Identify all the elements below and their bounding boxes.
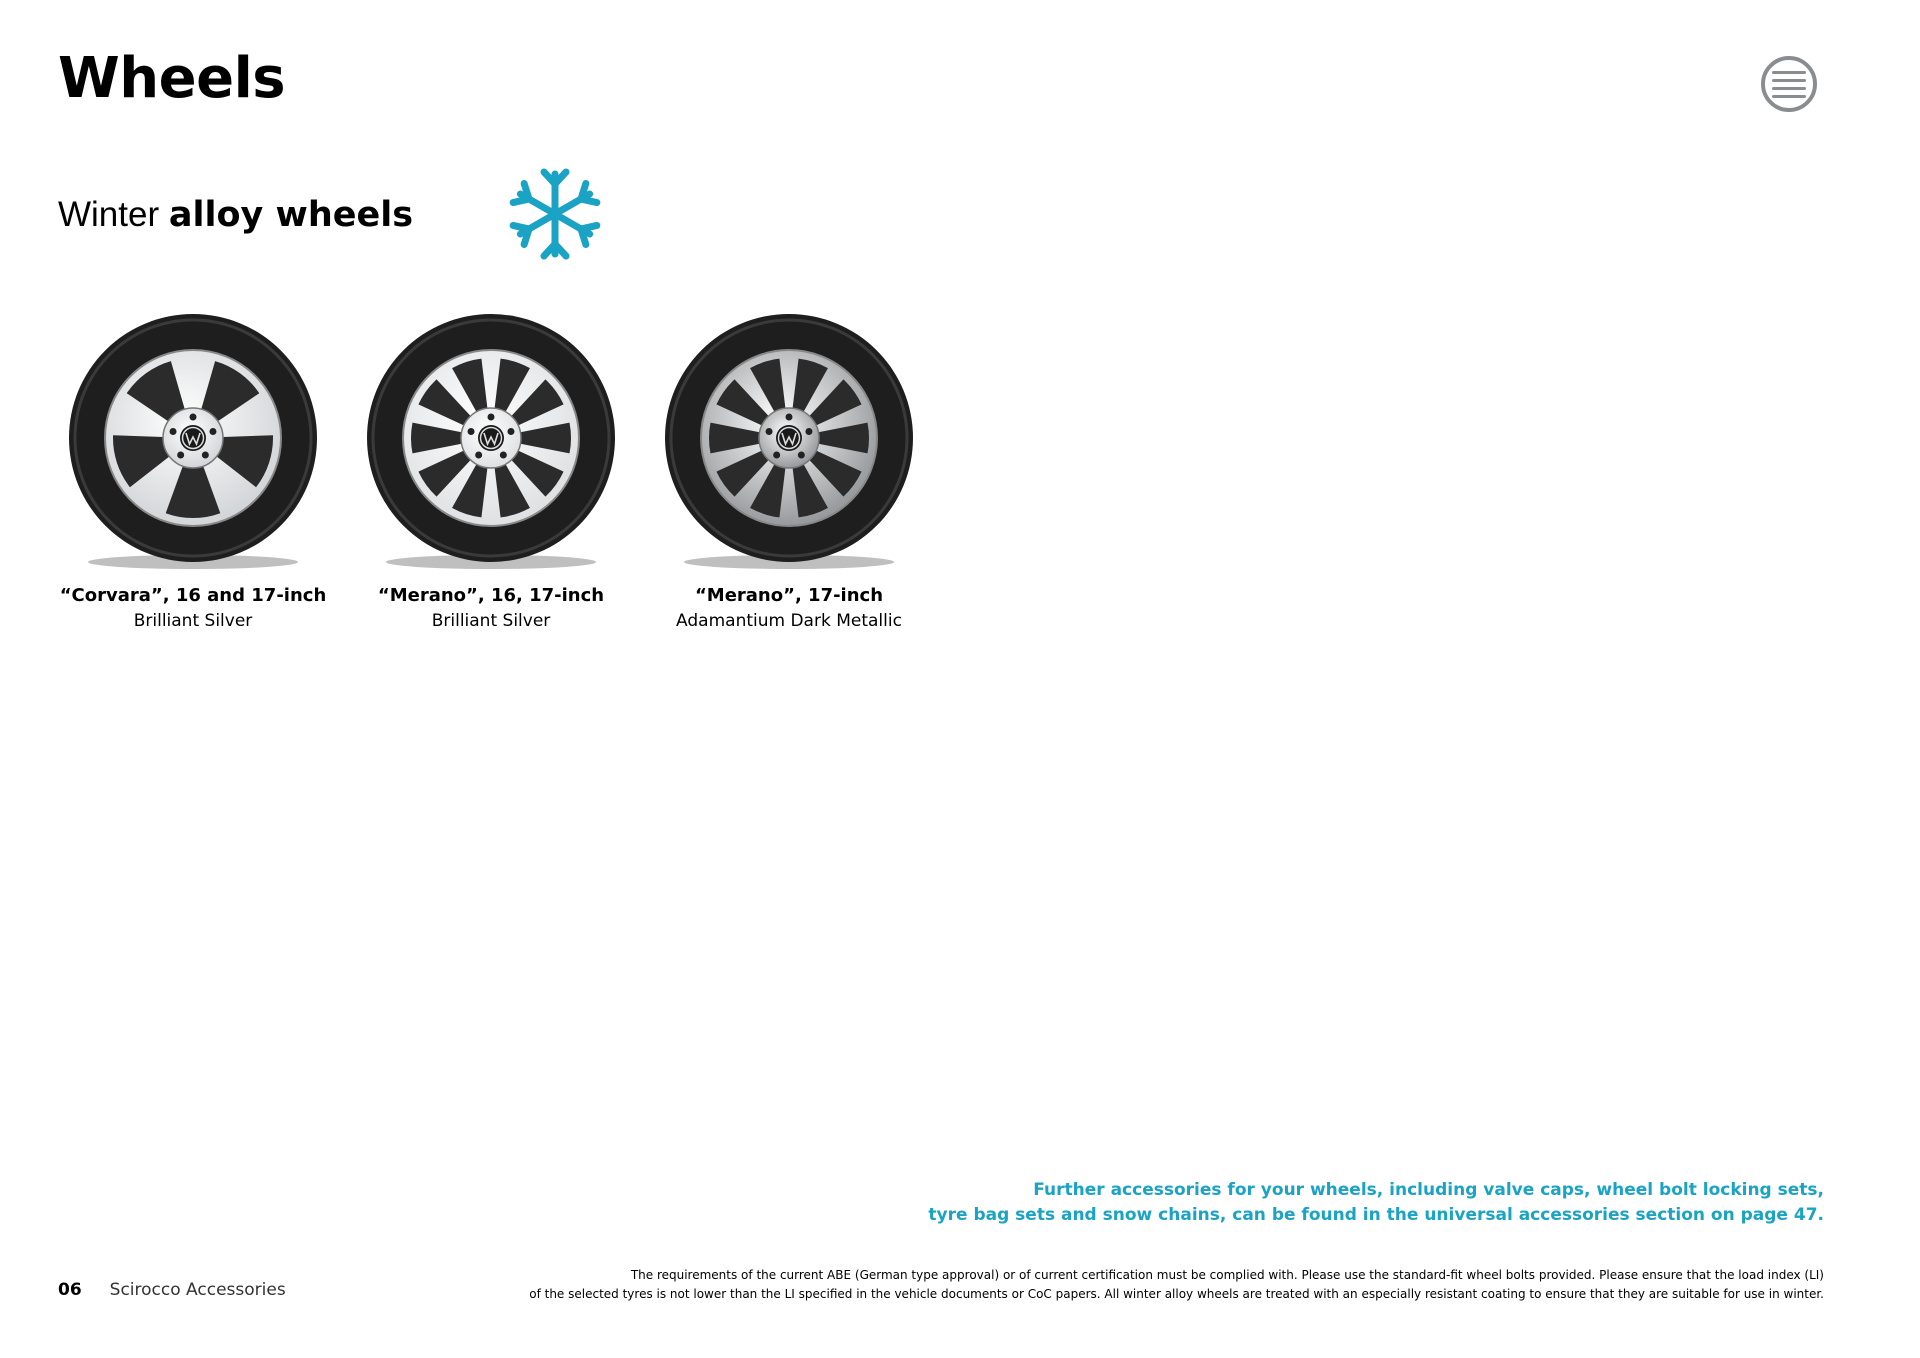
snowflake-icon xyxy=(503,168,607,260)
publication-name: Scirocco Accessories xyxy=(109,1280,286,1300)
wheel-image xyxy=(63,306,323,570)
section-title-bold: alloy wheels xyxy=(168,195,414,235)
page-number: 06 xyxy=(58,1280,82,1300)
further-accessories-note[interactable] xyxy=(924,1178,1824,1228)
disclaimer-line: The requirements of the current ABE (German type approval) or of current certification must be complied with. Please use the standard-fit wheel bolts provided. Please ensure that the load index (LI) xyxy=(630,1268,1824,1282)
wheel-name: “Corvara”, 16 and 17-inch xyxy=(59,585,327,606)
legal-disclaimer xyxy=(424,1266,1824,1304)
menu-icon-bar xyxy=(1772,95,1806,98)
footer xyxy=(58,1280,286,1300)
wheel-color: Brilliant Silver xyxy=(133,611,253,631)
further-note-line: tyre bag sets and snow chains, can be found in the universal accessories section on page 47. xyxy=(928,1205,1824,1225)
menu-icon-bar xyxy=(1772,87,1806,90)
wheel-gallery xyxy=(58,306,938,636)
wheel-color: Brilliant Silver xyxy=(431,611,551,631)
wheel-card-corvara[interactable] xyxy=(58,306,328,635)
wheel-color: Adamantium Dark Metallic xyxy=(676,611,902,631)
menu-icon-bar xyxy=(1772,71,1806,74)
section-title xyxy=(58,194,413,236)
wheel-name: “Merano”, 16, 17-inch xyxy=(377,585,605,606)
wheel-image xyxy=(361,306,621,570)
wheel-name: “Merano”, 17-inch xyxy=(694,585,884,606)
wheel-card-merano-dark[interactable] xyxy=(654,306,924,635)
further-note-line: Further accessories for your wheels, including valve caps, wheel bolt locking sets, xyxy=(1033,1180,1824,1200)
page-title: Wheels xyxy=(58,46,286,111)
wheel-image xyxy=(659,306,919,570)
menu-icon-bar xyxy=(1772,79,1806,82)
menu-button[interactable] xyxy=(1761,56,1817,112)
disclaimer-line: of the selected tyres is not lower than the LI specified in the vehicle documents or CoC papers. All winter alloy wheels are treated with an especially resistant coating to ensure that they are suitable for use in winter. xyxy=(529,1287,1824,1301)
section-title-light: Winter xyxy=(58,195,169,234)
wheel-card-merano-silver[interactable] xyxy=(356,306,626,635)
